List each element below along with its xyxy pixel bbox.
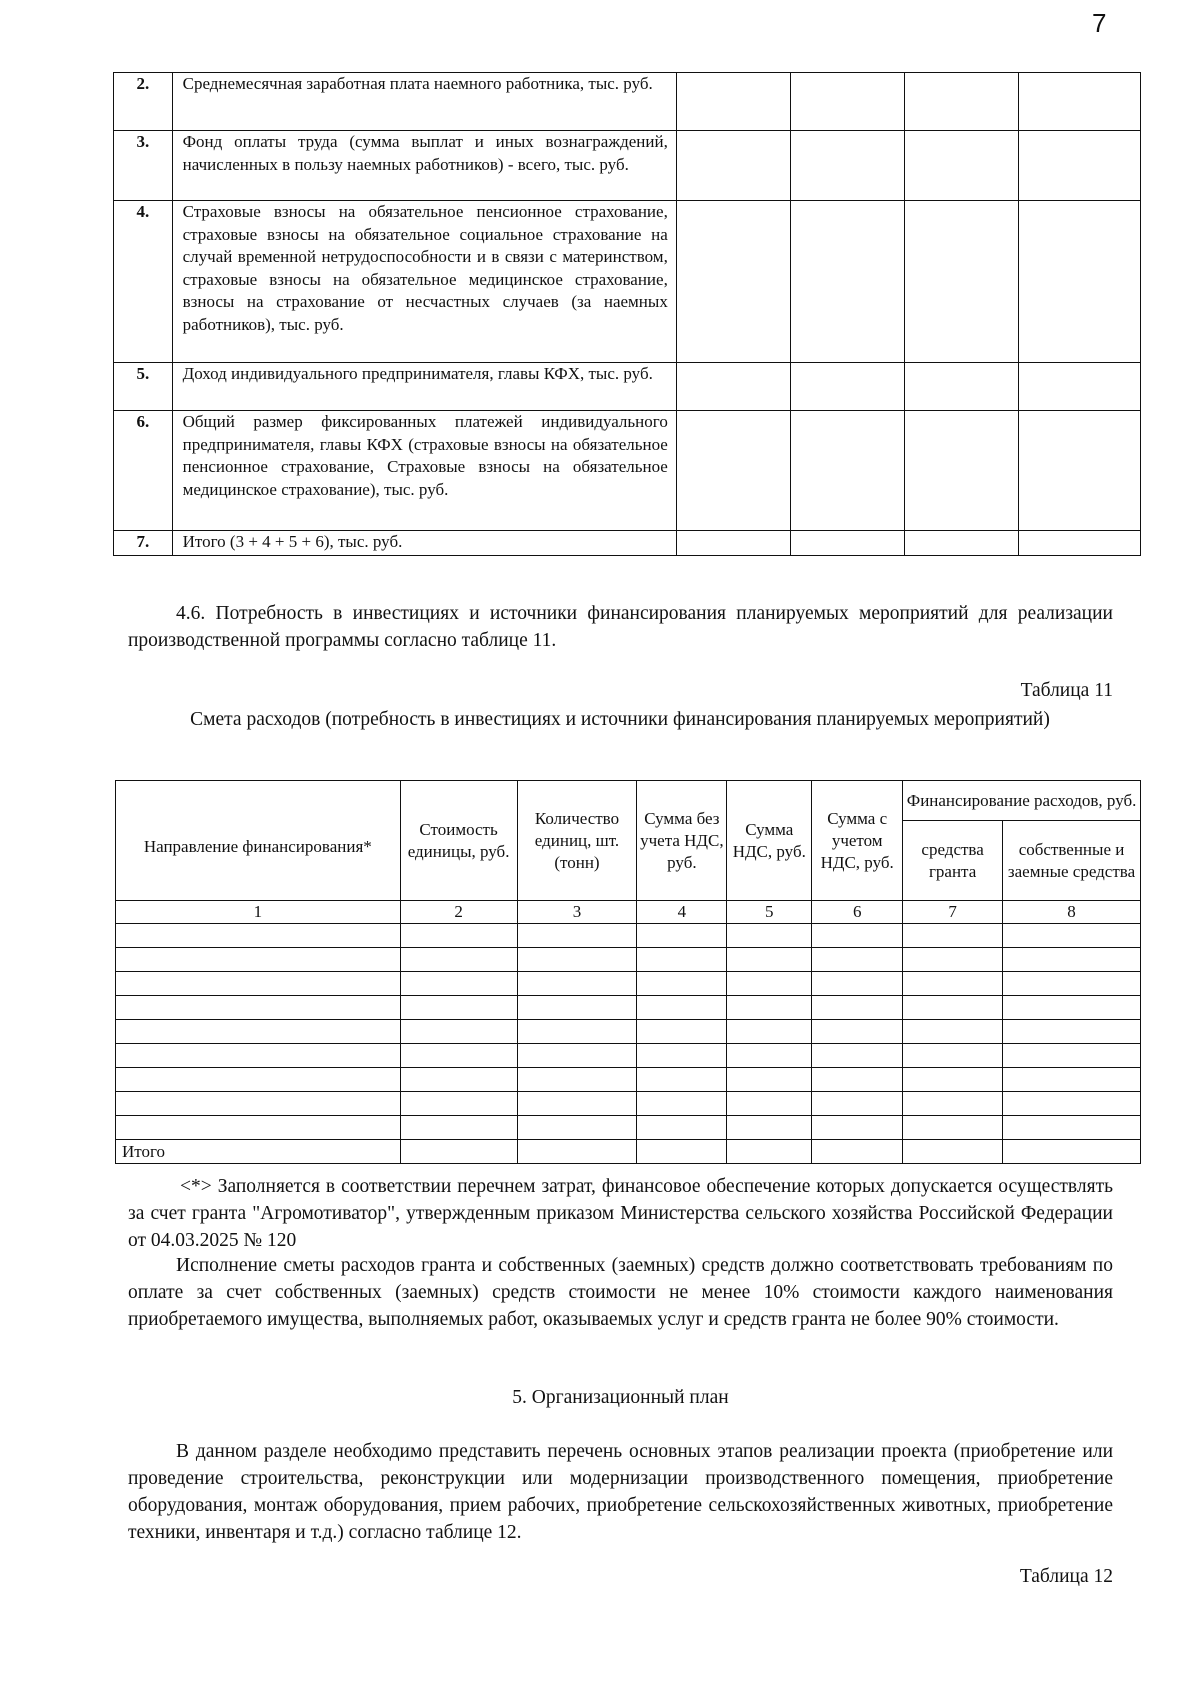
cell (1003, 924, 1141, 948)
cell (400, 1092, 517, 1116)
header-financing-group: Финансирование расходов, руб. (903, 781, 1141, 821)
cell (812, 1116, 903, 1140)
cell (812, 1092, 903, 1116)
cell (727, 1092, 812, 1116)
value-cell (904, 201, 1018, 363)
value-cell (676, 363, 790, 411)
value-cell (1018, 363, 1140, 411)
cell (812, 924, 903, 948)
cell (812, 972, 903, 996)
cell (903, 972, 1003, 996)
row-number: 6. (114, 411, 173, 531)
cell (903, 948, 1003, 972)
table-row (116, 1092, 1141, 1116)
cell (1003, 948, 1141, 972)
cell (400, 1044, 517, 1068)
row-number: 2. (114, 73, 173, 131)
cell (727, 1068, 812, 1092)
cell (1003, 1092, 1141, 1116)
cell (812, 948, 903, 972)
value-cell (904, 531, 1018, 556)
cell (637, 996, 727, 1020)
footnote-paragraph: <*> Заполняется в соответствии перечнем затрат, финансовое обеспечение которых допускается осуществлять за счет гранта "Агромотиватор", утвержденным приказом Министерства сельского хозяйства Российской Федерации от 04.03.2025 № 120 (128, 1176, 1113, 1251)
value-cell (676, 531, 790, 556)
cell (517, 1140, 637, 1164)
table-row (116, 996, 1141, 1020)
cell (517, 996, 637, 1020)
table-row (116, 924, 1141, 948)
value-cell (904, 131, 1018, 201)
cell (400, 1068, 517, 1092)
table-row (114, 73, 1141, 131)
table-row (114, 131, 1141, 201)
cell (903, 1020, 1003, 1044)
cell (903, 1140, 1003, 1164)
cell (517, 948, 637, 972)
cell (517, 1068, 637, 1092)
cell (727, 1044, 812, 1068)
cell (903, 1044, 1003, 1068)
column-numbers-row (116, 901, 1141, 924)
cell (637, 948, 727, 972)
table-row (116, 972, 1141, 996)
cell (400, 1116, 517, 1140)
table-row (116, 1116, 1141, 1140)
header-own-funds: собственные и заемные средства (1003, 821, 1141, 901)
expense-estimate-table (115, 780, 1141, 1164)
labor-costs-table (113, 72, 1141, 556)
cell (517, 972, 637, 996)
cell (1003, 1020, 1141, 1044)
cell (517, 1092, 637, 1116)
value-cell (790, 73, 904, 131)
cell (903, 924, 1003, 948)
execution-note-paragraph: Исполнение сметы расходов гранта и собственных (заемных) средств должно соответствовать требованиям по оплате за счет собственных (заемных) средств стоимости не менее 10% стоимости каждого наименования приобретаемого имущества, выполняемых работ, оказываемых услуг и средств гранта не более 90% стоимости. (128, 1255, 1113, 1330)
table-row (114, 411, 1141, 531)
cell (517, 924, 637, 948)
table-row (114, 531, 1141, 556)
cell (116, 1116, 401, 1140)
row-description: Общий размер фиксированных платежей индивидуального предпринимателя, главы КФХ (страховые взносы на обязательное пенсионное страхование, Страховые взносы на обязательное медицинское страхование), тыс. руб. (172, 411, 676, 531)
table-row (116, 1020, 1141, 1044)
value-cell (904, 363, 1018, 411)
header-quantity: Количество единиц, шт. (тонн) (517, 781, 637, 901)
table-row (114, 201, 1141, 363)
cell (727, 972, 812, 996)
cell (1003, 1068, 1141, 1092)
value-cell (904, 73, 1018, 131)
header-sum-without-vat: Сумма без учета НДС, руб. (637, 781, 727, 901)
value-cell (790, 531, 904, 556)
page-number: 7 (1092, 8, 1107, 38)
row-description: Итого (3 + 4 + 5 + 6), тыс. руб. (172, 531, 676, 556)
value-cell (1018, 411, 1140, 531)
value-cell (676, 411, 790, 531)
cell (637, 972, 727, 996)
cell (727, 1020, 812, 1044)
cell (812, 1140, 903, 1164)
value-cell (1018, 531, 1140, 556)
cell (637, 1068, 727, 1092)
cell (1003, 996, 1141, 1020)
table-row (116, 1044, 1141, 1068)
cell (637, 924, 727, 948)
cell (727, 948, 812, 972)
value-cell (1018, 131, 1140, 201)
cell (637, 1116, 727, 1140)
row-description: Страховые взносы на обязательное пенсионное страхование, страховые взносы на обязательное социальное страхование на случай временной нетрудоспособности и в связи с материнством, страховые взносы на обязательное медицинское страхование, взносы на страхование от несчастных случаев (за наемных работников), тыс. руб. (172, 201, 676, 363)
cell (903, 1068, 1003, 1092)
cell (1003, 1044, 1141, 1068)
row-number: 3. (114, 131, 173, 201)
value-cell (790, 201, 904, 363)
cell (637, 1020, 727, 1044)
value-cell (1018, 201, 1140, 363)
cell (903, 1092, 1003, 1116)
column-number: 1 (116, 901, 401, 924)
cell (637, 1092, 727, 1116)
header-unit-cost: Стоимость единицы, руб. (400, 781, 517, 901)
row-number: 7. (114, 531, 173, 556)
total-row (116, 1140, 1141, 1164)
header-grant-funds: средства гранта (903, 821, 1003, 901)
cell (400, 924, 517, 948)
cell (812, 996, 903, 1020)
value-cell (790, 363, 904, 411)
column-number: 7 (903, 901, 1003, 924)
row-description: Среднемесячная заработная плата наемного работника, тыс. руб. (172, 73, 676, 131)
table-row (116, 1068, 1141, 1092)
cell (517, 1116, 637, 1140)
cell (517, 1020, 637, 1044)
cell (727, 924, 812, 948)
cell (1003, 972, 1141, 996)
column-number: 2 (400, 901, 517, 924)
cell (1003, 1140, 1141, 1164)
cell (400, 996, 517, 1020)
cell (1003, 1116, 1141, 1140)
total-label: Итого (116, 1140, 401, 1164)
cell (116, 924, 401, 948)
row-description: Доход индивидуального предпринимателя, главы КФХ, тыс. руб. (172, 363, 676, 411)
column-number: 5 (727, 901, 812, 924)
table-11-label: Таблица 11 (1020, 680, 1113, 701)
value-cell (676, 131, 790, 201)
header-vat-sum: Сумма НДС, руб. (727, 781, 812, 901)
column-number: 4 (637, 901, 727, 924)
header-sum-with-vat: Сумма с учетом НДС, руб. (812, 781, 903, 901)
cell (116, 1020, 401, 1044)
row-number: 5. (114, 363, 173, 411)
cell (116, 1044, 401, 1068)
header-row (116, 781, 1141, 821)
table-row (114, 363, 1141, 411)
cell (812, 1020, 903, 1044)
cell (116, 1092, 401, 1116)
value-cell (790, 131, 904, 201)
cell (116, 996, 401, 1020)
cell (903, 996, 1003, 1020)
cell (116, 1068, 401, 1092)
header-financing-direction: Направление финансирования* (116, 781, 401, 901)
column-number: 3 (517, 901, 637, 924)
section-5-paragraph: В данном разделе необходимо представить перечень основных этапов реализации проекта (приобретение или проведение строительства, реконструкции или модернизации производственного помещения, приобретение оборудования, монтаж оборудования, прием рабочих, приобретение сельскохозяйственных животных, приобретение техники, инвентаря и т.д.) согласно таблице 12. (128, 1441, 1113, 1543)
cell (116, 972, 401, 996)
cell (727, 996, 812, 1020)
cell (727, 1116, 812, 1140)
cell (400, 1140, 517, 1164)
cell (400, 948, 517, 972)
cell (637, 1044, 727, 1068)
column-number: 6 (812, 901, 903, 924)
row-description: Фонд оплаты труда (сумма выплат и иных вознаграждений, начисленных в пользу наемных работников) - всего, тыс. руб. (172, 131, 676, 201)
value-cell (1018, 73, 1140, 131)
row-number: 4. (114, 201, 173, 363)
cell (116, 948, 401, 972)
section-5-heading: 5. Организационный план (512, 1387, 729, 1408)
value-cell (676, 73, 790, 131)
table-12-label: Таблица 12 (1019, 1566, 1113, 1587)
cell (400, 1020, 517, 1044)
cell (400, 972, 517, 996)
column-number: 8 (1003, 901, 1141, 924)
cell (637, 1140, 727, 1164)
cell (903, 1116, 1003, 1140)
value-cell (790, 411, 904, 531)
table-row (116, 948, 1141, 972)
value-cell (904, 411, 1018, 531)
cell (812, 1044, 903, 1068)
cell (727, 1140, 812, 1164)
value-cell (676, 201, 790, 363)
table-11-title: Смета расходов (потребность в инвестициях и источники финансирования планируемых мероприятий) (190, 709, 1050, 730)
cell (812, 1068, 903, 1092)
section-4-6-paragraph: 4.6. Потребность в инвестициях и источники финансирования планируемых мероприятий для реализации производственной программы согласно таблице 11. (128, 603, 1113, 651)
cell (517, 1044, 637, 1068)
